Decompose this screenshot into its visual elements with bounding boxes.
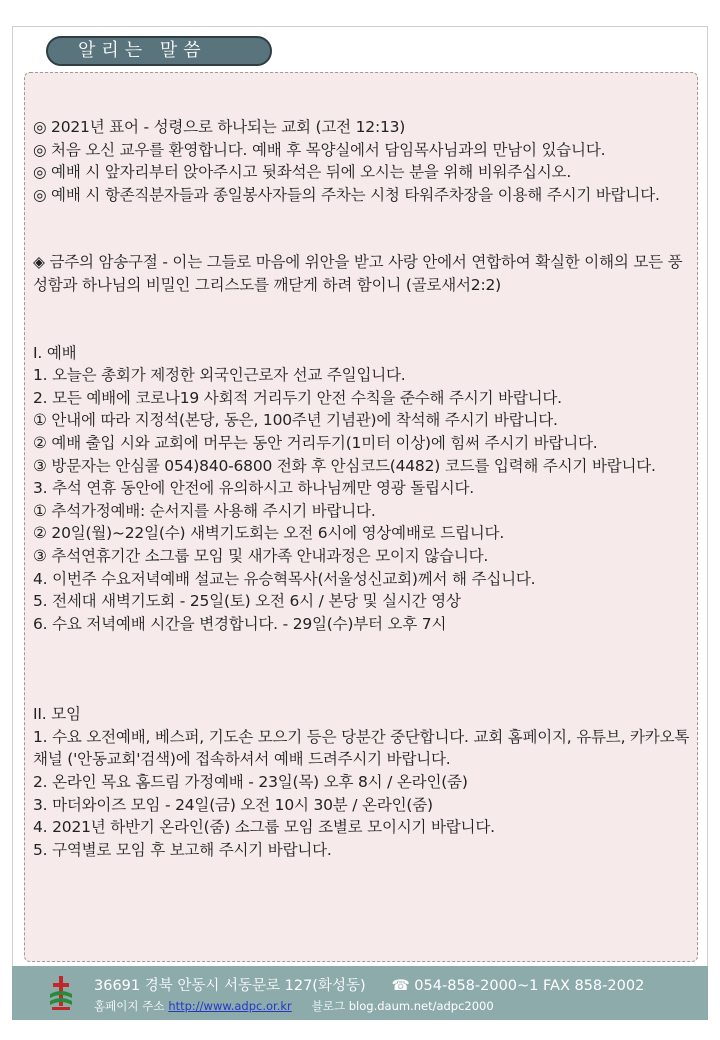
- worship-item: ③ 방문자는 안심콜 054)840-6800 전화 후 안심코드(4482) 코드를 입력해 주시기 바랍니다.: [33, 456, 656, 475]
- worship-item: 5. 전세대 새벽기도회 - 25일(토) 오전 6시 / 본당 및 실시간 영상: [33, 592, 461, 611]
- intro-line: ◎ 2021년 표어 - 성령으로 하나되는 교회 (고전 12:13): [33, 118, 406, 136]
- intro-line: ◎ 처음 오신 교우를 환영합니다. 예배 후 목양실에서 담임목사님과의 만남이 있습니다.: [33, 140, 606, 159]
- worship-item: 2. 모든 예배에 코로나19 사회적 거리두기 안전 수칙을 준수해 주시기 바랍니다.: [33, 388, 562, 407]
- intro-line: ◎ 예배 시 앞자리부터 앉아주시고 뒷좌석은 뒤에 오시는 분을 위해 비워주십시오.: [33, 163, 572, 182]
- worship-heading: I. 예배: [33, 343, 77, 362]
- worship-item: ② 예배 출입 시와 교회에 머무는 동안 거리두기(1미터 이상)에 힘써 주시기 바랍니다.: [33, 433, 598, 452]
- footer-contact: [94, 974, 644, 995]
- worship-item: 1. 오늘은 총회가 제정한 외국인근로자 선교 주일입니다.: [33, 366, 406, 385]
- intro-line: ◎ 예배 시 항존직분자들과 종일봉사자들의 주차는 시청 타워주차장을 이용해 주시기 바랍니다.: [33, 185, 660, 204]
- page-title: 알리는 말씀: [46, 36, 272, 66]
- footer-bar: [12, 966, 708, 1020]
- meetings-item: 4. 2021년 하반기 온라인(줌) 소그룹 모임 조별로 모이시기 바랍니다.: [33, 818, 495, 837]
- meetings-item: 2. 온라인 목요 홈드림 가정예배 - 23일(목) 오후 8시 / 온라인(줌): [33, 773, 468, 792]
- church-logo-icon: [48, 974, 74, 1012]
- church-address: 36691 경북 안동시 서동문로 127(화성동): [94, 978, 366, 994]
- meetings-item: 5. 구역별로 모임 후 보고해 주시기 바랍니다.: [33, 840, 332, 859]
- meetings-heading: II. 모임: [33, 705, 81, 724]
- blog-address: 블로그 blog.daum.net/adpc2000: [311, 999, 494, 1013]
- meetings-item: 1. 수요 오전예배, 베스퍼, 기도손 모으기 등은 당분간 중단합니다. 교회 홈페이지, 유튜브, 카카오톡 채널 ('안동교회'검색)에 접속하셔서 예배 드려주시기 바랍니다.: [33, 727, 690, 769]
- worship-item: ① 안내에 따라 지정석(본당, 동은, 100주년 기념관)에 착석해 주시기 바랍니다.: [33, 411, 558, 430]
- worship-item: 4. 이번주 수요저녁예배 설교는 유승혁목사(서울성신교회)께서 해 주십니다.: [33, 569, 536, 588]
- worship-item: ② 20일(월)~22일(수) 새벽기도회는 오전 6시에 영상예배로 드립니다.: [33, 524, 505, 543]
- worship-item: ③ 추석연휴기간 소그룹 모임 및 새가족 안내과정은 모이지 않습니다.: [33, 546, 489, 565]
- memory-verse: ◈ 금주의 암송구절 - 이는 그들로 마음에 위안을 받고 사랑 안에서 연합하여 확실한 이해의 모든 풍성함과 하나님의 비밀인 그리스도를 깨닫게 하려 함이니 (골로새서2:2): [33, 253, 683, 294]
- worship-item: 3. 추석 연휴 동안에 안전에 유의하시고 하나님께만 영광 돌립시다.: [33, 479, 475, 498]
- meetings-item: 3. 마더와이즈 모임 - 24일(금) 오전 10시 30분 / 온라인(줌): [33, 795, 433, 814]
- homepage-link[interactable]: http://www.adpc.or.kr: [168, 999, 292, 1013]
- worship-item: ① 추석가정예배: 순서지를 사용해 주시기 바랍니다.: [33, 501, 376, 520]
- announcements-content: [33, 116, 693, 861]
- church-phone: ☎ 054-858-2000~1 FAX 858-2002: [391, 978, 645, 994]
- footer-web: [94, 998, 494, 1014]
- worship-item: 6. 수요 저녁예배 시간을 변경합니다. - 29일(수)부터 오후 7시: [33, 614, 447, 633]
- homepage-label: 홈페이지 주소: [94, 999, 165, 1013]
